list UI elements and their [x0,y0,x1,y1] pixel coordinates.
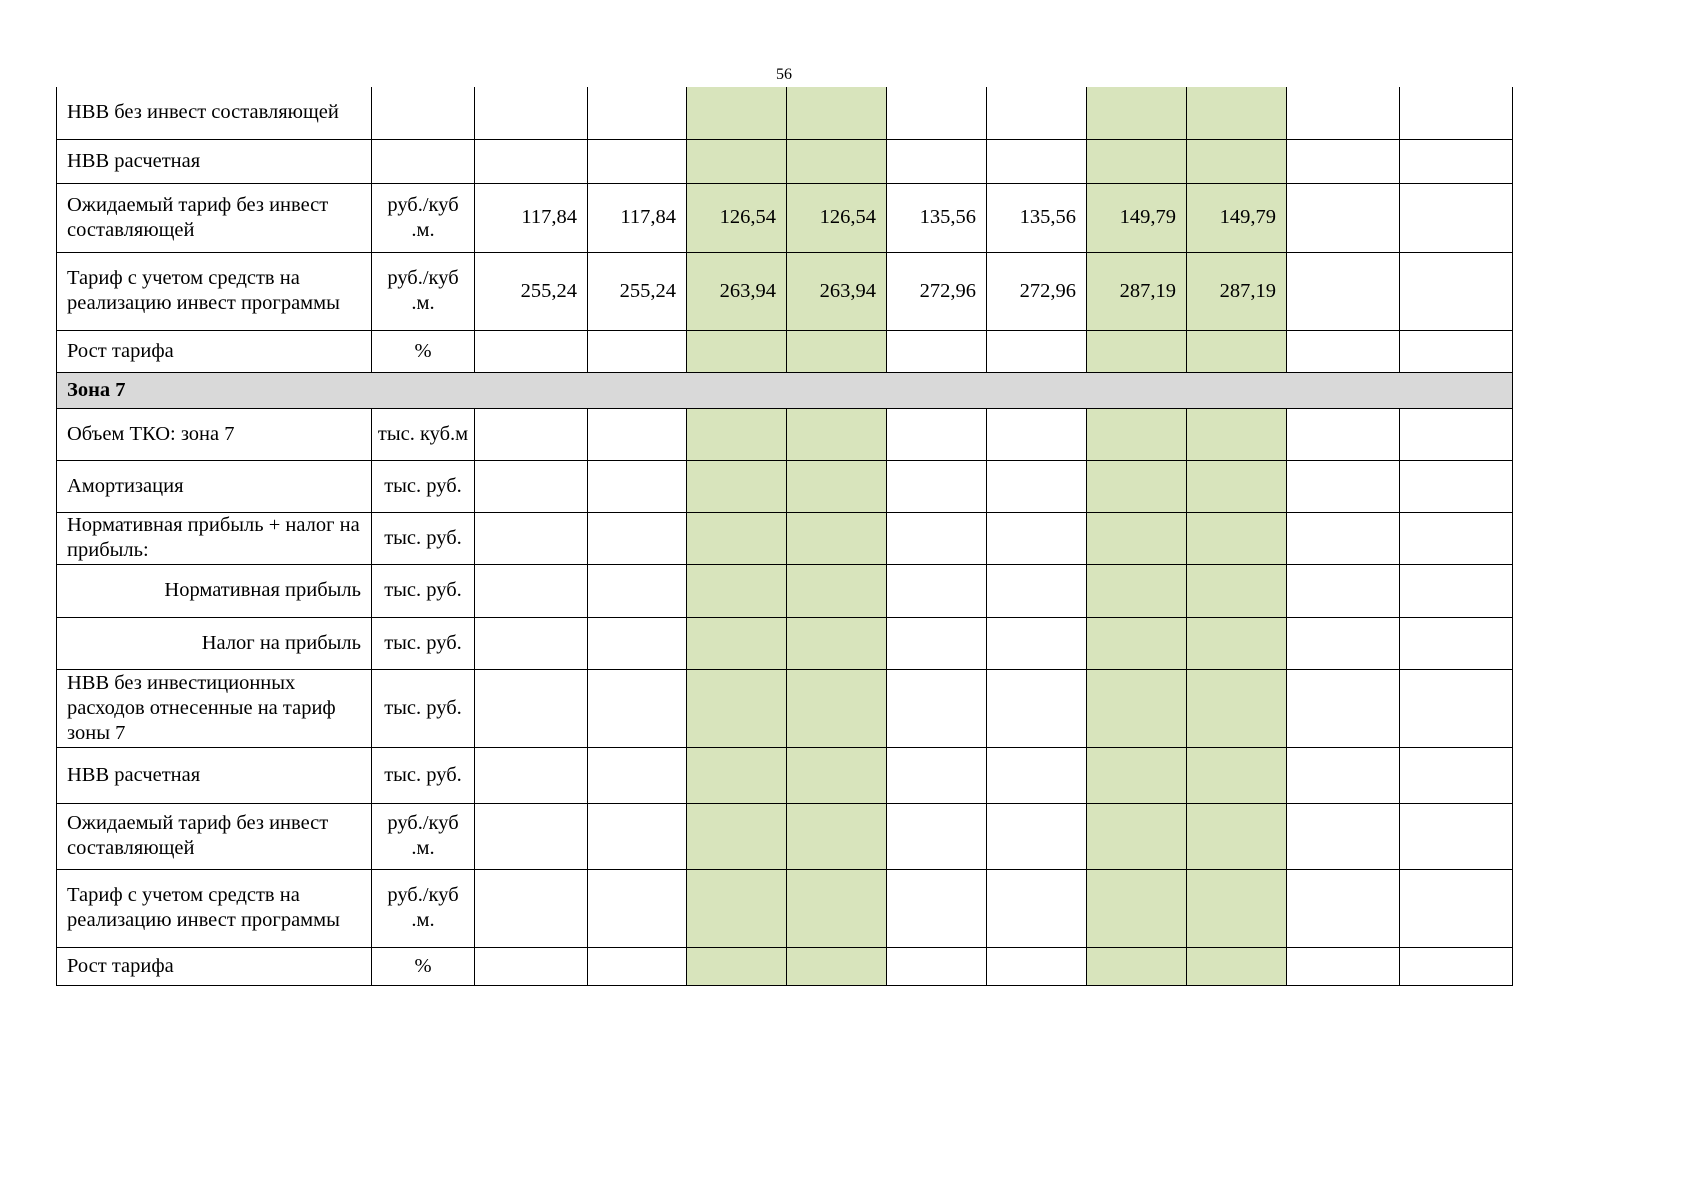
table-row [57,512,1513,564]
value-cell [1087,747,1187,803]
row-label: НВВ расчетная [57,139,372,183]
value-cell [588,512,687,564]
value-cell [887,512,987,564]
value-cell [1087,139,1187,183]
value-cell [1400,947,1513,985]
value-cell [1187,564,1287,617]
row-label: Налог на прибыль [57,617,372,669]
value-cell [787,617,887,669]
value-cell: 255,24 [588,252,687,330]
value-cell [1087,512,1187,564]
row-label: Нормативная прибыль [57,564,372,617]
value-cell [1187,617,1287,669]
value-cell [475,747,588,803]
value-cell [687,330,787,372]
value-cell [1187,869,1287,947]
value-cell [1400,408,1513,460]
value-cell [1087,617,1187,669]
value-cell [787,408,887,460]
value-cell [1087,460,1187,512]
value-cell [475,408,588,460]
row-unit [372,87,475,139]
value-cell [588,947,687,985]
table-row [57,87,1513,139]
table-row [57,330,1513,372]
row-unit: тыс. руб. [372,669,475,747]
value-cell [1287,139,1400,183]
value-cell: 272,96 [987,252,1087,330]
value-cell [1287,747,1400,803]
value-cell [1087,669,1187,747]
value-cell [1400,512,1513,564]
value-cell: 287,19 [1087,252,1187,330]
value-cell [1187,512,1287,564]
value-cell [1087,330,1187,372]
table-row [57,947,1513,985]
value-cell [475,803,588,869]
value-cell [787,512,887,564]
value-cell: 263,94 [687,252,787,330]
value-cell [687,139,787,183]
row-label: Ожидаемый тариф без инвест составляющей [57,803,372,869]
value-cell [887,803,987,869]
value-cell [887,564,987,617]
value-cell [588,747,687,803]
row-unit: тыс. куб.м [372,408,475,460]
row-label: НВВ без инвестиционных расходов отнесенные на тариф зоны 7 [57,669,372,747]
value-cell [1087,869,1187,947]
value-cell [588,803,687,869]
value-cell [1400,460,1513,512]
value-cell: 135,56 [887,183,987,252]
row-unit: руб./куб .м. [372,183,475,252]
value-cell: 135,56 [987,183,1087,252]
row-label: НВВ без инвест составляющей [57,87,372,139]
row-label: Ожидаемый тариф без инвест составляющей [57,183,372,252]
value-cell [1287,512,1400,564]
table-row [57,617,1513,669]
value-cell [787,947,887,985]
value-cell [787,87,887,139]
value-cell [987,947,1087,985]
value-cell [687,460,787,512]
value-cell [787,564,887,617]
value-cell [475,87,588,139]
value-cell [1400,803,1513,869]
table-row [57,564,1513,617]
value-cell [588,460,687,512]
value-cell [475,512,588,564]
value-cell [987,747,1087,803]
value-cell [1287,330,1400,372]
value-cell [987,408,1087,460]
value-cell [987,87,1087,139]
value-cell [787,330,887,372]
table-row [57,252,1513,330]
value-cell [887,408,987,460]
value-cell [787,803,887,869]
value-cell [987,460,1087,512]
value-cell [987,330,1087,372]
section-row [57,372,1513,408]
value-cell [1287,460,1400,512]
value-cell [588,564,687,617]
value-cell [987,617,1087,669]
row-label: Рост тарифа [57,947,372,985]
table-row [57,869,1513,947]
value-cell [687,617,787,669]
value-cell [1400,183,1513,252]
value-cell [1087,87,1187,139]
value-cell [787,869,887,947]
value-cell [475,617,588,669]
value-cell [1087,803,1187,869]
value-cell: 263,94 [787,252,887,330]
row-label: Тариф с учетом средств на реализацию инвест программы [57,252,372,330]
value-cell: 149,79 [1187,183,1287,252]
row-unit [372,139,475,183]
value-cell [1400,139,1513,183]
value-cell [1187,87,1287,139]
value-cell [1400,87,1513,139]
value-cell [887,139,987,183]
value-cell [475,869,588,947]
value-cell [588,87,687,139]
table-row [57,669,1513,747]
table-row [57,183,1513,252]
value-cell [1187,747,1287,803]
value-cell [588,669,687,747]
value-cell [475,330,588,372]
value-cell: 117,84 [475,183,588,252]
value-cell [987,512,1087,564]
row-label: Нормативная прибыль + налог на прибыль: [57,512,372,564]
value-cell [1087,408,1187,460]
value-cell [687,564,787,617]
value-cell [887,669,987,747]
value-cell [588,408,687,460]
value-cell [987,869,1087,947]
value-cell [1187,947,1287,985]
row-unit: тыс. руб. [372,512,475,564]
value-cell [588,617,687,669]
table-row [57,408,1513,460]
value-cell [687,869,787,947]
value-cell [1087,947,1187,985]
table-row [57,139,1513,183]
value-cell [687,947,787,985]
row-unit: % [372,947,475,985]
value-cell [1287,669,1400,747]
value-cell [475,669,588,747]
value-cell [987,564,1087,617]
value-cell [1287,183,1400,252]
section-label: Зона 7 [57,372,1513,408]
tariff-table [56,87,1513,986]
value-cell [475,139,588,183]
value-cell [588,330,687,372]
row-unit: % [372,330,475,372]
value-cell: 272,96 [887,252,987,330]
value-cell [1287,252,1400,330]
value-cell [987,139,1087,183]
value-cell [475,564,588,617]
value-cell [1187,330,1287,372]
value-cell [787,460,887,512]
value-cell [1187,139,1287,183]
value-cell [687,669,787,747]
value-cell [1400,747,1513,803]
row-unit: руб./куб .м. [372,252,475,330]
value-cell [687,87,787,139]
value-cell [1287,869,1400,947]
page-number: 56 [776,66,792,83]
value-cell [887,87,987,139]
value-cell [787,139,887,183]
value-cell [1400,669,1513,747]
value-cell [588,139,687,183]
value-cell: 117,84 [588,183,687,252]
value-cell [475,947,588,985]
value-cell [687,747,787,803]
value-cell [787,669,887,747]
value-cell [687,512,787,564]
value-cell [687,803,787,869]
row-label: Объем ТКО: зона 7 [57,408,372,460]
value-cell [1187,408,1287,460]
value-cell [1287,408,1400,460]
value-cell [1400,869,1513,947]
value-cell [887,747,987,803]
value-cell [1187,669,1287,747]
row-label: Амортизация [57,460,372,512]
value-cell [887,869,987,947]
row-label: НВВ расчетная [57,747,372,803]
row-unit: тыс. руб. [372,460,475,512]
row-unit: тыс. руб. [372,564,475,617]
value-cell: 255,24 [475,252,588,330]
value-cell [588,869,687,947]
row-unit: руб./куб .м. [372,869,475,947]
value-cell [1287,564,1400,617]
value-cell [1400,564,1513,617]
row-unit: руб./куб .м. [372,803,475,869]
value-cell: 126,54 [787,183,887,252]
value-cell [1287,947,1400,985]
value-cell [887,460,987,512]
value-cell [987,669,1087,747]
value-cell: 287,19 [1187,252,1287,330]
table-row [57,747,1513,803]
value-cell [687,408,787,460]
row-unit: тыс. руб. [372,617,475,669]
value-cell [887,617,987,669]
value-cell [1400,617,1513,669]
value-cell [1187,460,1287,512]
value-cell [887,330,987,372]
value-cell [1287,617,1400,669]
value-cell [1087,564,1187,617]
value-cell [475,460,588,512]
value-cell: 126,54 [687,183,787,252]
value-cell: 149,79 [1087,183,1187,252]
value-cell [1287,87,1400,139]
row-unit: тыс. руб. [372,747,475,803]
row-label: Рост тарифа [57,330,372,372]
value-cell [1287,803,1400,869]
value-cell [1187,803,1287,869]
value-cell [787,747,887,803]
value-cell [1400,252,1513,330]
table-row [57,460,1513,512]
value-cell [987,803,1087,869]
row-label: Тариф с учетом средств на реализацию инвест программы [57,869,372,947]
value-cell [887,947,987,985]
table-row [57,803,1513,869]
value-cell [1400,330,1513,372]
